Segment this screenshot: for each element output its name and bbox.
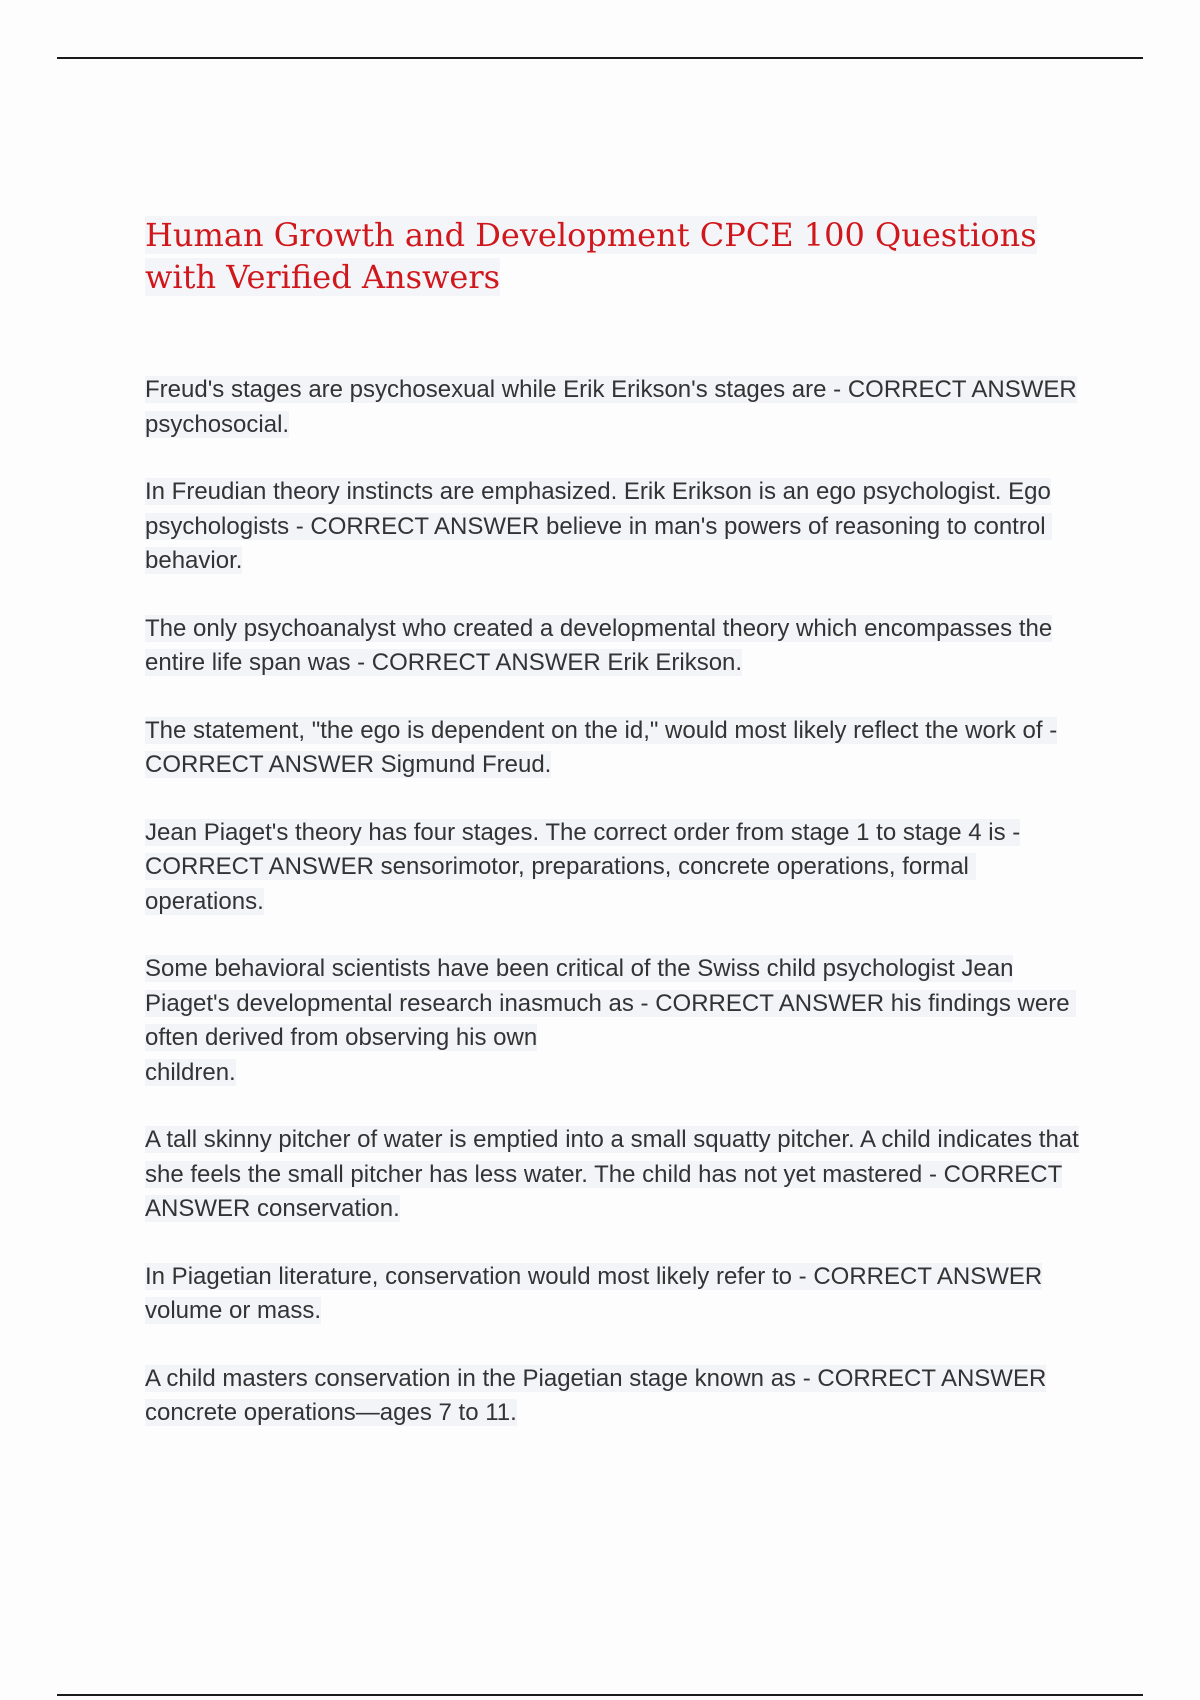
document-title-text: Human Growth and Development CPCE 100 Questions with Verified Answers <box>145 216 1037 296</box>
qa-answer-label: CORRECT ANSWER <box>145 853 374 880</box>
qa-answer-label: CORRECT ANSWER <box>145 1160 1062 1222</box>
document-title <box>145 214 1090 298</box>
qa-answer-label: CORRECT ANSWER <box>145 751 374 778</box>
qa-question: The statement, "the ego is dependent on the id," would most likely reflect the work of - <box>145 716 1058 744</box>
qa-item <box>145 714 1090 783</box>
qa-answer: Sigmund Freud. <box>380 751 552 778</box>
qa-answer: Erik Erikson. <box>607 649 743 676</box>
qa-question: A tall skinny pitcher of water is emptied into a small squatty pitcher. A child indicates that she feels the small pitcher has less water. The child has not yet mastered - <box>145 1126 1079 1188</box>
qa-answer: volume or mass. <box>145 1297 322 1324</box>
qa-answer: sensorimotor, preparations, concrete operations, formal operations. <box>145 853 976 915</box>
qa-answer: concrete operations—ages 7 to 11. <box>145 1399 517 1426</box>
qa-item <box>145 1123 1090 1227</box>
document-body <box>145 214 1090 1464</box>
qa-item <box>145 952 1090 1090</box>
qa-question: The only psychoanalyst who created a developmental theory which encompasses the entire life span was - <box>145 614 1053 676</box>
qa-answer: psychosocial. <box>145 410 290 438</box>
qa-item <box>145 373 1090 442</box>
qa-answer: conservation. <box>257 1195 400 1222</box>
qa-question: A child masters conservation in the Piagetian stage known as - <box>145 1364 811 1392</box>
qa-item <box>145 816 1090 920</box>
qa-answer-label: CORRECT ANSWER <box>817 1364 1047 1392</box>
qa-answer: his findings were often derived from observing his own children. <box>145 989 1070 1086</box>
qa-question: Some behavioral scientists have been critical of the Swiss child psychologist Jean Piaget's developmental research inasmuch as - <box>145 955 1014 1017</box>
qa-answer-label: CORRECT ANSWER <box>813 1262 1043 1290</box>
qa-item <box>145 612 1090 681</box>
qa-item <box>145 1362 1090 1431</box>
qa-answer-label: CORRECT ANSWER <box>847 376 1077 403</box>
top-rule <box>57 57 1143 59</box>
qa-item <box>145 1260 1090 1329</box>
qa-question: Freud's stages are psychosexual while Erik Erikson's stages are - <box>145 376 842 403</box>
qa-answer-label: CORRECT ANSWER <box>371 649 601 676</box>
qa-question: In Piagetian literature, conservation would most likely refer to - <box>145 1262 807 1290</box>
qa-answer-label: CORRECT ANSWER <box>655 989 885 1017</box>
qa-answer-label: CORRECT ANSWER <box>310 512 540 540</box>
bottom-rule <box>57 1694 1143 1696</box>
qa-answer: believe in man's powers of reasoning to control behavior. <box>145 512 1053 574</box>
qa-question: Jean Piaget's theory has four stages. The correct order from stage 1 to stage 4 is - <box>145 818 1021 846</box>
qa-question: In Freudian theory instincts are emphasized. Erik Erikson is an ego psychologist. Ego psychologists - <box>145 478 1051 540</box>
qa-list <box>145 373 1090 1431</box>
qa-item <box>145 475 1090 579</box>
